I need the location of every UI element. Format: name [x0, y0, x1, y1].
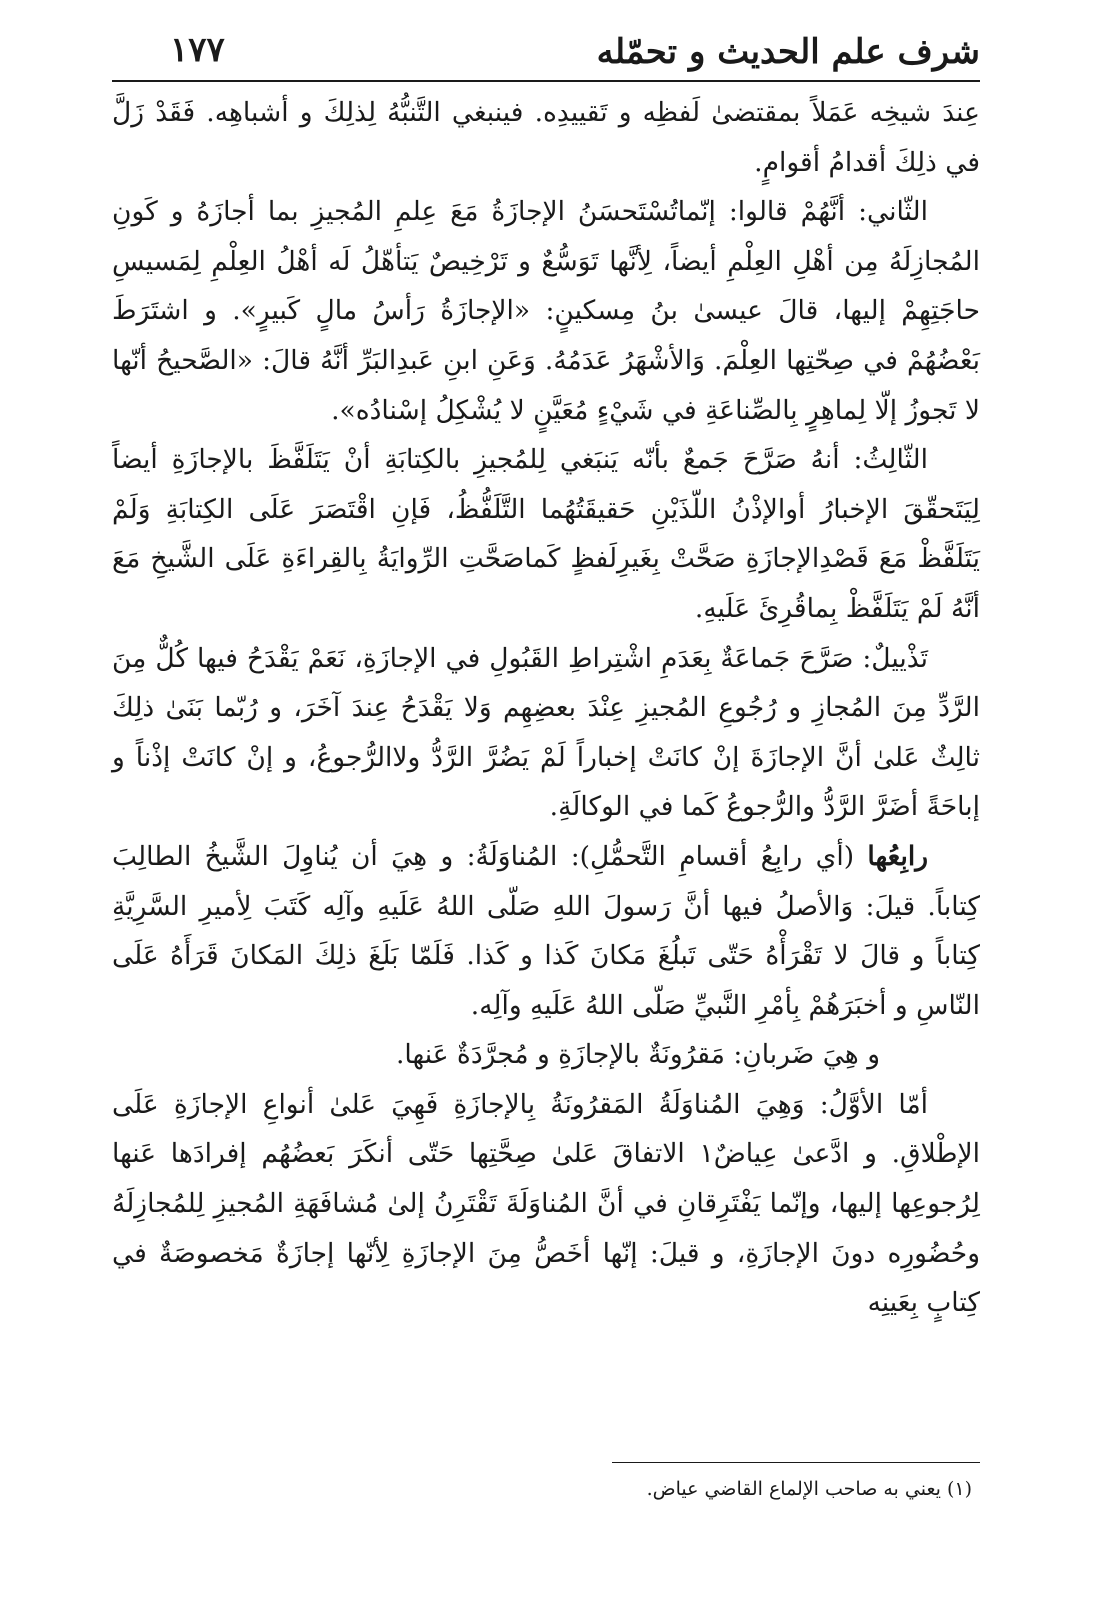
footnote: (١) يعني به صاحب الإلماع القاضي عياض. — [646, 1478, 972, 1500]
paragraph-1: عِندَ شيخِه عَمَلاً بمقتضىٰ لَفظِه و تَقييدِه. فينبغي التَّنبُّهُ لِذلِكَ و أشباهِه. فَقَدْ زَلَّ في ذلِكَ أقدامُ أقوامٍ. — [112, 97, 980, 178]
header-rule — [112, 80, 980, 82]
paragraph-2: الثّاني: أنَّهُمْ قالوا: إنّماتُسْتَحسَنُ الإجازَةُ مَعَ عِلمِ المُجيزِ بما أجازَهُ و كَونِ المُجازِلَهُ مِن أهْلِ العِلْمِ أيضاً، لِأنَّها تَوَسُّعٌ و تَرْخِيصٌ يَتأهّلُ لَه أهْلُ العِلْمِ لِمَسيسِ حاجَتِهِمْ إليها، قالَ عيسىٰ بنُ مِسكينٍ: «الإجازَةُ رَأسُ مالٍ كَبيرٍ». و اشتَرَطَ بَعْضُهُمْ في صِحّتِها العِلْمَ. وَالأشْهَرُ عَدَمُهُ. وَعَنِ ابنِ عَبدِالبَرِّ أنَّهُ قالَ: «الصَّحيحُ أنّها لا تَجوزُ إلّا لِماهِرٍ بِالصِّناعَةِ في شَيْءٍ مُعَيَّنٍ لا يُشْكِلُ إسْنادُه». — [112, 196, 980, 426]
section-heading: رابِعُها — [867, 840, 928, 872]
paragraph-5-text: (أي رابِعُ أقسامِ التَّحمُّلِ): المُناوَلَةُ: و هِيَ أن يُناوِلَ الشَّيخُ الطالِبَ كِتاباً. قيلَ: وَالأصلُ فيها أنَّ رَسولَ اللهِ صَلّى اللهُ عَلَيهِ وآلِه كَتَبَ لِأميرِ السَّرِيَّةِ كِتاباً و قالَ لا تَقْرَأْهُ حَتّى تَبلُغَ مَكانَ كَذا و كَذا. فَلَمّا بَلَغَ ذلِكَ المَكانَ قَرَأَهُ عَلَى النّاسِ و أخبَرَهُمْ بِأمْرِ النَّبيِّ صَلّى اللهُ عَلَيهِ وآلِه. — [112, 840, 980, 1021]
paragraph-7: أمّا الأوَّلُ: وَهِيَ المُناوَلَةُ المَقرُونَةُ بِالإجازَةِ فَهِيَ عَلىٰ أنواعِ الإجازَةِ عَلَى الإطْلاقِ. و ادَّعىٰ عِياضٌ١ الاتفاقَ عَلىٰ صِحَّتِها حَتّى أنكَرَ بَعضُهُم إفرادَها عَنها لِرُجوعِها إليها، وإنّما يَفْتَرِقانِ في أنَّ المُناوَلَةَ تَقْتَرِنُ إلىٰ مُشافَهَةِ المُجيزِ لِلمُجازِلَهُ وحُضُورِه دونَ الإجازَةِ، و قيلَ: إنّها أخَصُّ مِنَ الإجازَةِ لِأنّها إجازَةٌ مَخصوصَةٌ في كِتابٍ بِعَينِه — [112, 1088, 980, 1319]
paragraph-3: الثّالِثُ: أنهُ صَرَّحَ جَمعٌ بأنّه يَنبَغي لِلمُجيزِ بالكِتابَةِ أنْ يَتَلَفَّظَ بالإجازَةِ أيضاً لِيَتَحقّقَ الإخبارُ أوالإذْنُ اللّذَيْنِ حَقيقَتُهُما التَّلَفُّظُ، فَإنِ اقْتَصَرَ عَلَى الكِتابَةِ وَلَمْ يَتَلَفَّظْ مَعَ قَصْدِالإجازَةِ صَحَّتْ بِغَيرِلَفظٍ كَماصَحَّتِ الرِّوايَةُ بِالقِراءَةِ عَلَى الشَّيخِ مَعَ أنَّهُ لَمْ يَتَلَفَّظْ بِماقُرِئَ عَلَيهِ. — [112, 444, 980, 624]
main-text — [112, 88, 980, 1328]
footnote-rule — [612, 1462, 980, 1463]
page-number: ١٧٧ — [170, 30, 225, 70]
running-header — [112, 26, 980, 82]
book-title: شرف علم الحديث و تحمّله — [596, 32, 980, 72]
paragraph-4: تَذْييلٌ: صَرَّحَ جَماعَةٌ بِعَدَمِ اشْتِراطِ القَبُولِ في الإجازَةِ، نَعَمْ يَقْدَحُ فيها كُلٌّ مِنَ الرَّدِّ مِنَ المُجازِ و رُجُوعِ المُجيزِ عِنْدَ بعضِهِم وَلا يَقْدَحُ عِندَ آخَرَ، و رُبّما بَنَىٰ ذلِكَ ثالِثٌ عَلىٰ أنَّ الإجازَةَ إنْ كانَتْ إخباراً لَمْ يَضُرَّ الرَّدُّ ولاالرُّجوعُ، و إنْ كانَتْ إذْناً و إباحَةً أضَرَّ الرَّدُّ والرُّجوعُ كَما في الوكالَةِ. — [112, 642, 980, 823]
paragraph-6: و هِيَ ضَربانِ: مَقرُونَةٌ بالإجازَةِ و مُجرَّدَةٌ عَنها. — [395, 1039, 880, 1071]
paragraph-5 — [112, 832, 980, 1030]
